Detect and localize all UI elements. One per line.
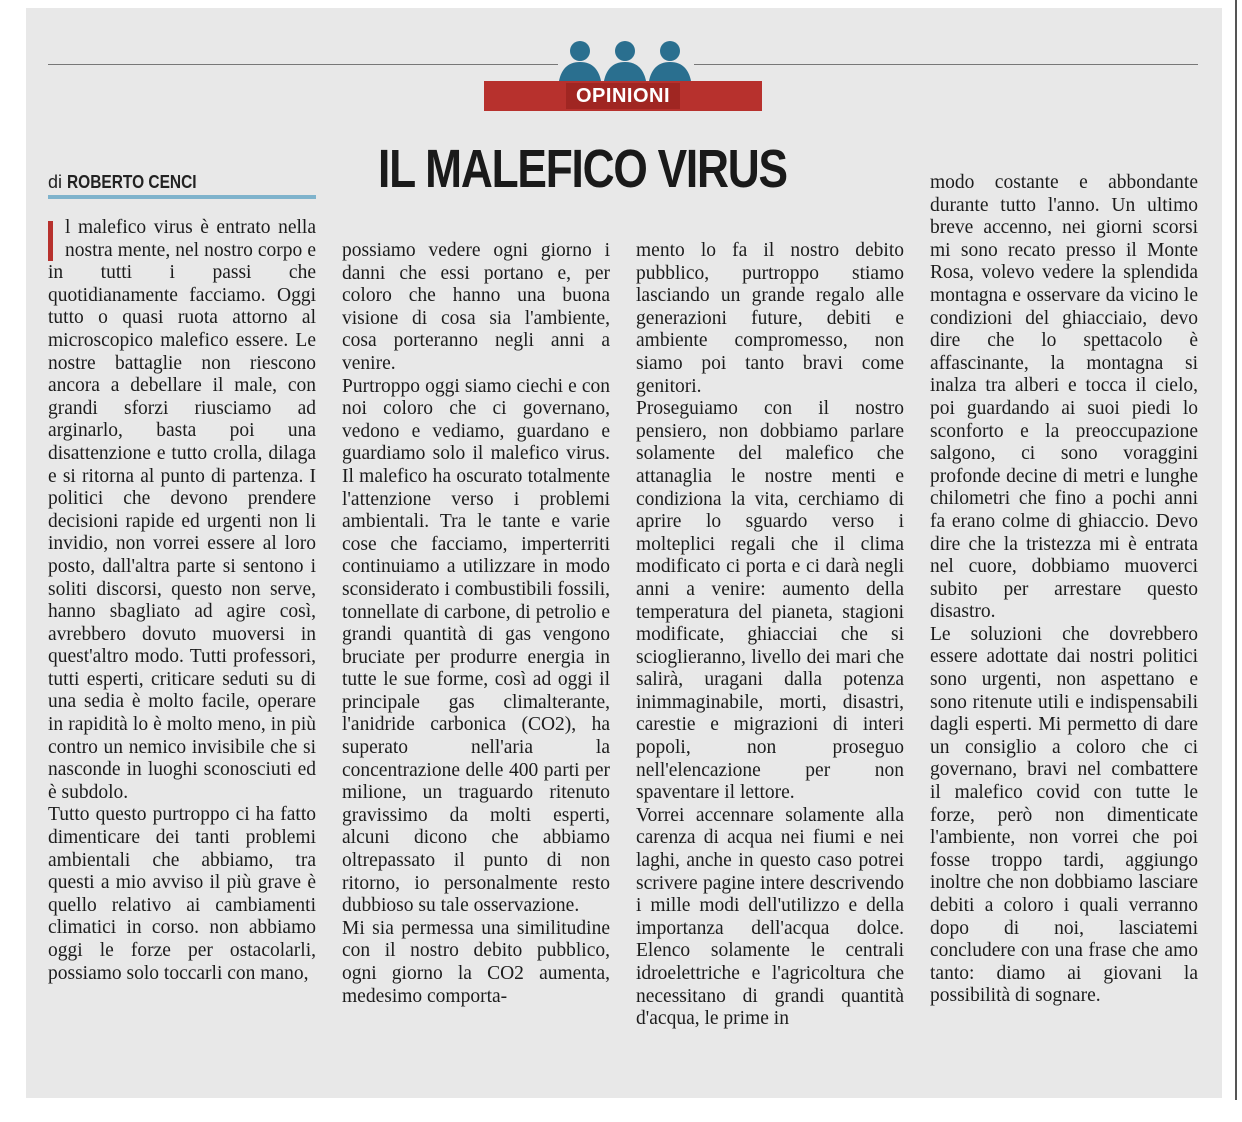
article-paragraph: Tutto questo purtroppo ci ha fatto dimenticare dei tanti problemi ambientali che abbiamo, tra questi a mio avviso il più grave è quello relativo ai cambiamenti climatici in corso. non abbiamo oggi le forze per ostacolarli, possiamo solo toccarli con mano,: [48, 804, 316, 984]
article-paragraph: Purtroppo oggi siamo ciechi e con noi coloro che ci governano, vedono e vediamo, guardano e guardiamo solo il malefico virus. Il malefico ha oscurato totalmente l'attenzione verso i problemi ambientali. Tra le tante e varie cose che facciamo, imperterriti continuiamo a utilizzare in modo sconsiderato i combustibili fossili, tonnellate di carbone, di petrolio e grandi quantità di gas vengono bruciate per produrre energia in tutte le sue forme, così ad oggi il principale gas climalterante, l'anidride carbonica (CO2), ha superato nell'aria la concentrazione delle 400 parti per milione, un traguardo ritenuto gravissimo da molti esperti, alcuni dicono che abbiamo oltrepassato il punto di non ritorno, io personalmente resto dubbioso su tale osservazione.: [342, 375, 610, 917]
article-paragraph: [48, 217, 316, 804]
section-label: OPINIONI: [566, 83, 680, 109]
article-paragraph: Mi sia permessa una similitudine con il nostro debito pubblico, ogni giorno la CO2 aumenta, medesimo comporta-: [342, 917, 610, 1007]
article-paragraph: mento lo fa il nostro debito pubblico, purtroppo stiamo lasciando un grande regalo alle generazioni future, debiti e ambiente compromesso, non siamo poi tanto bravi come genitori.: [636, 240, 904, 397]
page-edge-line: [1235, 0, 1237, 1100]
article-column-2: [342, 240, 610, 1008]
article-paragraph: Vorrei accennare solamente alla carenza di acqua nei fiumi e nei laghi, anche in questo caso potrei scrivere pagine intere descrivendo i mille modi dell'utilizzo e della importanza dell'acqua dolce. Elenco solamente le centrali idroelettriche e l'agricoltura che necessitano di grandi quantità d'acqua, le prime in: [636, 804, 904, 1030]
section-banner: [484, 81, 762, 111]
byline-rule: [48, 195, 316, 199]
paragraph-text: l malefico virus è entrato nella nostra mente, nel nostro corpo e in tutti i passi che quotidianamente facciamo. Oggi tutto o quasi ruota attorno al microscopico malefico essere. Le nostre battaglie non riescono ancora a debellare il male, con grandi sforzi riusciamo ad arginarlo, basta poi una disattenzione e tutto crolla, dilaga e si ritorna al punto di partenza. I politici che devono prendere decisioni rapide ed urgenti non li invidio, non vorrei essere al loro posto, dall'altra parte si sentono i soliti discorsi, questo non serve, hanno sbagliato ad agire così, avrebbero dovuto muoversi in quest'altro modo. Tutti professori, tutti esperti, criticare seduti su di una sedia è molto facile, operare in rapidità lo è molto meno, in più contro un nemico invisibile che si nasconde in luoghi sconosciuti ed è subdolo.: [48, 217, 316, 803]
article-column-1: [48, 217, 316, 985]
article-paragraph: Proseguiamo con il nostro pensiero, non dobbiamo parlare solamente del malefico che attanaglia le nostre menti e condiziona la vita, cerchiamo di aprire lo sguardo verso i molteplici regali che il clima modificato ci porta e ci darà negli anni a venire: aumento della temperatura del pianeta, stagioni modificate, ghiacciai che si scioglieranno, livello dei mari che salirà, uragani dalla potenza inimmaginabile, morti, disastri, carestie e migrazioni di interi popoli, non proseguo nell'elencazione per non spaventare il lettore.: [636, 398, 904, 804]
headline: IL MALEFICO VIRUS: [378, 139, 787, 199]
article-paragraph: modo costante e abbondante durante tutto l'anno. Un ultimo breve accenno, nei giorni scorsi mi sono recato presso il Monte Rosa, volevo vedere la splendida montagna e osservare da vicino le condizioni del ghiacciaio, devo dire che lo spettacolo è affascinante, la montagna si inalza tra alberi e tocca il cielo, poi guardando ai suoi piedi lo sconforto e la preoccupazione salgono, ci sono voraggini profonde decine di metri e lunghe chilometri che fino a pochi anni fa erano colme di ghiaccio. Devo dire che la tristezza mi è entrata nel cuore, dobbiamo muoverci subito per arrestare questo disastro.: [930, 172, 1198, 623]
byline-author: ROBERTO CENCI: [67, 172, 197, 192]
header-rule-right: [694, 64, 1198, 65]
article-paragraph: Le soluzioni che dovrebbero essere adottate dai nostri politici sono urgenti, non aspettano e sono ritenute utili e indispensabili dagli esperti. Mi permetto di dare un consiglio a coloro che ci governano, bravi nel combattere il malefico covid con tutte le forze, però non dimenticate l'ambiente, non vorrei che poi fosse troppo tardi, aggiungo inoltre che non dobbiamo lasciare debiti a coloro i quali verranno dopo di noi, lasciatemi concludere con una frase che amo tanto: diamo ai giovani la possibilità di sognare.: [930, 623, 1198, 1007]
drop-cap-bar: [48, 221, 53, 261]
byline-prefix: di: [48, 172, 63, 192]
article-column-3: [636, 240, 904, 1031]
article-paragraph: possiamo vedere ogni giorno i danni che essi portano e, per coloro che hanno una buona visione di cosa sia l'ambiente, cosa porteranno negli anni a venire.: [342, 240, 610, 374]
header-rule-left: [48, 64, 558, 65]
newspaper-page: [26, 8, 1222, 1098]
byline: [48, 172, 218, 193]
article-column-4: [930, 172, 1198, 1008]
